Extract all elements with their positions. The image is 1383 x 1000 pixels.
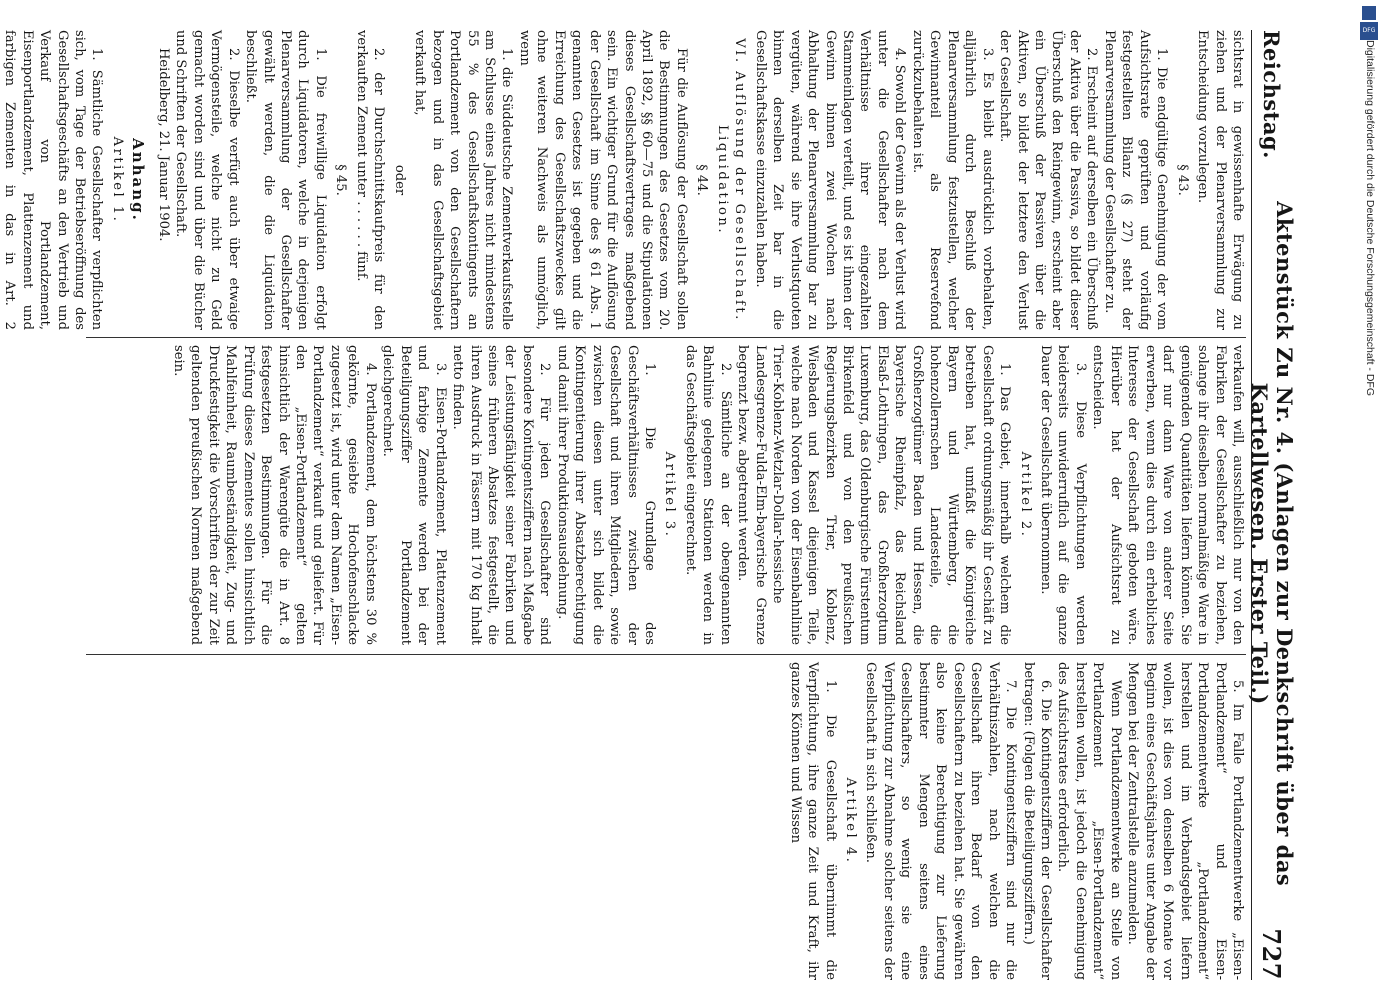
- paragraph: 1. Die freiwillige Liquidation erfolgt durch Liquidatoren, welche in derjenigen Plenarversammlung der Gesellschafter gewählt werden, die die Liquidation beschließt.: [243, 30, 328, 330]
- article-heading: Artikel 2.: [1017, 451, 1033, 539]
- header-left: Reichstag.: [1259, 30, 1285, 159]
- section-heading: § 43.: [1174, 164, 1190, 196]
- paragraph: 2. Dieselbe verfügt auch über etwaige Vermögensteile, welche nicht zu Geld gemacht worden sind und über die Bücher und Schriften der Gesellschaft.: [173, 30, 241, 330]
- paragraph: 1. Sämtliche Gesellschafter verpflichten sich, vom Tage der Betriebseröffnung des Gesellschaftsgeschäfts an den Vertrieb und Verkauf von Portlandzement, Eisenportlandzement, Plattenzement und farbigen Zementen in das in Art. 2: [2, 30, 105, 330]
- paragraph: oder: [391, 164, 407, 196]
- digitization-note: Digitalisierung gefördert durch die Deutsche Forschungsgemeinschaft - DFG: [1364, 40, 1376, 397]
- header-title: Aktenstück Zu Nr. 4. (Anlagen zur Denkschrift über das Kartellwesen. Erster Teil.): [1247, 201, 1297, 887]
- paragraph: 2. Erscheint auf derselben ein Überschuß der Aktiva über die Passiva, so bildet dieser Überschuß den Reingewinn, erscheint aber ein Überschuß der Passiven über die Aktiven, so bildet der letztere den Verlust der Gesellschaft.: [997, 30, 1100, 330]
- text-column-right: [81, 662, 1246, 980]
- page-number: 727: [1257, 928, 1287, 980]
- article-heading: Artikel 1.: [109, 136, 125, 224]
- paragraph: Wenn Portlandzementwerke an Stelle von Portlandzement „Eisen-Portlandzement“ herstellen wollen, ist jedoch die Genehmigung des Aufsichtsrates erforderlich.: [1055, 662, 1123, 980]
- paragraph: 7. Die Kontingentsziffern sind nur die Verhältniszahlen, nach welchen die Gesellschaft ihren Bedarf von den Gesellschaftern zu beziehen hat. Sie gewähren also keine Berechtigung zur Lieferung bestimmter Mengen seitens eines Gesellschafters, so wenig sie eine Verpflichtung zur Abnahme solcher seitens der Gesellschaft in sich schließen.: [863, 662, 1019, 980]
- date-line: Heidelberg, 21. Januar 1904.: [155, 48, 171, 242]
- paragraph: 1. Die Gesellschaft übernimmt die Verpflichtung, ihre ganze Zeit und Kraft, ihr ganzes Können und Wissen: [787, 662, 838, 980]
- paragraph: 1. die Süddeutsche Zementverkaufsstelle am Schlusse eines Jahres nicht mindestens 55 % des Gesellschaftskontingents an Portlandzement von den Gesellschaftern bezogen und in das Gesellschaftsgebiet verkauft hat,: [412, 30, 515, 330]
- text-column-left: [2, 30, 1246, 330]
- paragraph: verkaufen will, ausschließlich nur von den Fabriken der Gesellschafter zu beziehen, solange ihr dieselben normalmäßige Ware in genügenden Quantitäten liefern können. Sie darf nur dann Ware von anderer Seite erwerben, wenn dies durch ein erhebliches Interesse der Gesellschaft geboten wäre. Hierüber hat der Aufsichtsrat zu entscheiden.: [1090, 345, 1245, 645]
- dfg-logo-icon: [1362, 6, 1376, 20]
- section-heading: § 45.: [333, 164, 349, 196]
- paragraph: 2. der Durchschnittskaufpreis für den verkauften Zement unter . . . . . . fünf.: [353, 30, 387, 330]
- appendix-heading: Anhang.: [129, 138, 148, 222]
- column-divider: [86, 337, 1246, 338]
- paragraph: 4. Portlandzement, dem höchstens 30 % gekörnte, gesiebte Hochofenschlacke zugesetzt ist, wird unter dem Namen „Eisen-Portlandzement“ verkauft und geliefert. Für den „Eisen-Portlandzement“ gelten hinsichtlich der Warengüte die in Art. 8 festgesetzten Bestimmungen. Für die Prüfung dieses Zementes sollen hinsichtlich Mahlfeinheit, Raumbeständigkeit, Zug- und Druckfestigkeit die Vorschriften der zur Zeit geltenden preußischen Normen maßgebend sein.: [170, 345, 378, 645]
- text-column-middle: [81, 345, 1246, 645]
- paragraph: 3. Diese Verpflichtungen werden beiderseits unwiderruflich auf die ganze Dauer der Gesellschaft übernommen.: [1038, 345, 1088, 645]
- paragraph: 2. Sämtliche an der obengenannten Bahnlinie gelegenen Stationen werden in das Geschäftsgebiet eingerechnet.: [682, 345, 733, 645]
- article-heading: Artikel 3.: [662, 451, 678, 539]
- page-header: [1247, 30, 1297, 980]
- paragraph: 1. Die Grundlage des Geschäftsverhältnisses zwischen der Gesellschaft und ihren Mitgliedern, sowie zwischen diesen unter sich bildet die Kontingentierung ihrer Absatzberechtigung und damit ihrer Produktionsausdehnung.: [554, 345, 658, 645]
- column-divider: [86, 654, 1246, 655]
- paragraph: 3. Eisen-Portlandzement, Plattenzement und farbige Zemente werden bei der Beteiligungsziffer Portlandzement gleichgerechnet.: [380, 345, 448, 645]
- paragraph: 1. Das Gebiet, innerhalb welchem die Gesellschaft ordnungsmäßig ihr Geschäft zu betreiben hat, umfaßt die Königreiche Bayern und Württemberg, die hohenzollernschen Landesteile, die Großherzogtümer Baden und Hessen, die bayerische Rheinpfalz, das Reichsland Elsaß-Lothringen, das Großherzogtum Luxemburg, das Oldenburgische Fürstentum Birkenfeld und von den preußischen Regierungsbezirken Trier, Koblenz, Wiesbaden und Kassel diejenigen Teile, welche nach Norden von der Eisenbahnlinie Trier-Koblenz-Wetzlar-Dollar-hessische Landesgrenze-Fulda-Elm-bayerische Grenze begrenzt bezw. abgetrennt werden.: [735, 345, 1013, 645]
- paragraph: 6. Die Kontingentsziffern der Gesellschafter betragen: (Folgen die Beteiligungsziffern.): [1020, 662, 1054, 980]
- paragraph: 2. Für jeden Gesellschafter sind besondere Kontingentsziffern nach Maßgabe der Leistungsfähigkeit seiner Fabriken und seines früheren Absatzes festgestellt, die ihren Ausdruck in Fässern mit 170 kg Inhalt netto finden.: [450, 345, 553, 645]
- paragraph: 4. Sowohl der Gewinn als der Verlust wird unter die Gesellschafter nach dem Verhältnisse ihrer eingezahlten Stammeinlagen verteilt, und es ist ihnen der Gewinn binnen zwei Wochen nach Abhaltung der Plenarversammlung bar zu vergüten, während sie ihre Verlustquoten binnen derselben Zeit bar in die Gesellschaftskasse einzuzahlen haben.: [752, 30, 908, 330]
- paragraph: Für die Auflösung der Gesellschaft sollen die Bestimmungen des Gesetzes vom 20. April 1892, §§ 60—75 und die Stipulationen dieses Gesellschaftsvertrages maßgebend sein. Ein wichtiger Grund für die Auflösung der Gesellschaft im Sinne des § 61 Abs. 1 genannten Gesetzes ist gegeben und die Erreichung des Gesellschaftszweckes gilt ohne weiteren Nachweis als unmöglich, wenn: [516, 30, 689, 330]
- paragraph: sichtsrat in gewissenhafte Erwägung zu ziehen und der Plenarversammlung zur Entscheidung vorzulegen.: [1195, 30, 1245, 330]
- paragraph: 3. Es bleibt ausdrücklich vorbehalten, alljährlich durch Beschluß der Plenarversammlung festzustellen, welcher Gewinnanteil als Reservefond zurückzubehalten ist.: [909, 30, 995, 330]
- paragraph: 1. Die endgültige Genehmigung der vom Aufsichtsrate geprüften und vorläufig festgestellten Bilanz (§ 27) steht der Plenarversammlung der Gesellschafter zu.: [1101, 30, 1170, 330]
- scanned-page: [2, 0, 1302, 1000]
- paragraph: 5. Im Falle Portlandzementwerke „Eisen-Portlandzement“ und Eisen-Portlandzementwerke „Portlandzement“ herstellen und im Verbandsgebiet liefern wollen, ist dies von denselben 6 Monate vor Beginn eines Geschäftsjahres unter Angabe der Mengen bei der Zentralstelle anzumelden.: [1125, 662, 1245, 980]
- dfg-logo-label: DFG: [1360, 22, 1378, 40]
- section-heading: § 44.: [694, 164, 710, 196]
- chapter-heading: VI. Auflösung der Gesellschaft. Liquidation.: [714, 38, 748, 322]
- article-heading: Artikel 4.: [843, 777, 859, 865]
